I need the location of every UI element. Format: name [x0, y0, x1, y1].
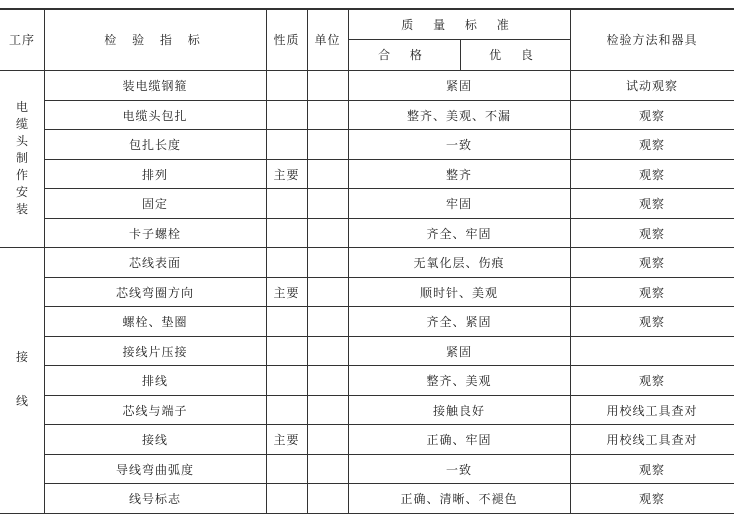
unit-cell — [307, 100, 348, 130]
nature-cell — [266, 188, 307, 218]
nature-cell — [266, 365, 307, 395]
method-cell: 观察 — [638, 285, 665, 300]
header-nature: 性质 — [273, 33, 300, 47]
indicator-cell: 卡子螺栓 — [128, 226, 181, 241]
method-cell: 用校线工具查对 — [606, 403, 698, 418]
nature-cell — [266, 454, 307, 484]
method-cell: 试动观察 — [625, 78, 678, 93]
nature-cell — [266, 247, 307, 277]
nature-cell — [266, 336, 307, 366]
unit-cell — [307, 188, 348, 218]
unit-cell — [307, 336, 348, 366]
standard-cell: 整齐 — [445, 167, 472, 182]
indicator-cell: 线号标志 — [128, 491, 181, 506]
nature-cell: 主要 — [273, 285, 300, 300]
standard-cell: 无氧化层、伤痕 — [413, 255, 505, 270]
standard-cell: 接触良好 — [432, 403, 485, 418]
standard-cell: 齐全、牢固 — [426, 226, 492, 241]
unit-cell — [307, 70, 348, 100]
unit-cell — [307, 454, 348, 484]
nature-cell: 主要 — [273, 432, 300, 447]
unit-cell — [307, 218, 348, 248]
indicator-cell: 芯线弯圈方向 — [115, 285, 194, 300]
method-cell: 观察 — [638, 462, 665, 477]
standard-cell: 齐全、紧固 — [426, 314, 492, 329]
standard-cell: 紧固 — [445, 78, 472, 93]
unit-cell — [307, 483, 348, 513]
indicator-cell: 螺栓、垫圈 — [122, 314, 188, 329]
method-cell: 观察 — [638, 255, 665, 270]
nature-cell: 主要 — [273, 167, 300, 182]
header-indicator: 检 验 指 标 — [104, 33, 206, 47]
standard-cell: 整齐、美观 — [426, 373, 492, 388]
indicator-cell: 固定 — [141, 196, 168, 211]
standard-cell: 正确、牢固 — [426, 432, 492, 447]
nature-cell — [266, 483, 307, 513]
nature-cell — [266, 70, 307, 100]
indicator-cell: 电缆头包扎 — [122, 108, 188, 123]
process-cell: 电缆头制作安装 — [15, 100, 28, 216]
process-cell: 接线 — [15, 350, 28, 408]
standard-cell: 顺时针、美观 — [419, 285, 498, 300]
method-cell: 观察 — [638, 108, 665, 123]
indicator-cell: 排列 — [141, 167, 168, 182]
standard-cell: 牢固 — [445, 196, 472, 211]
unit-cell — [307, 424, 348, 454]
standard-cell: 正确、清晰、不褪色 — [400, 491, 518, 506]
indicator-cell: 包扎长度 — [128, 137, 181, 152]
method-cell: 观察 — [638, 314, 665, 329]
standard-cell: 一致 — [445, 462, 472, 477]
header-excellent: 优 良 — [489, 48, 541, 62]
nature-cell — [266, 395, 307, 425]
unit-cell — [307, 247, 348, 277]
header-process: 工序 — [8, 33, 35, 47]
indicator-cell: 芯线与端子 — [122, 403, 188, 418]
header-unit: 单位 — [314, 33, 341, 47]
unit-cell — [307, 306, 348, 336]
method-cell — [570, 336, 734, 366]
standard-cell: 整齐、美观、不漏 — [406, 108, 511, 123]
indicator-cell: 导线弯曲弧度 — [115, 462, 194, 477]
indicator-cell: 装电缆钢箍 — [122, 78, 188, 93]
header-quality-standard: 质 量 标 准 — [401, 17, 517, 32]
indicator-cell: 芯线表面 — [128, 255, 181, 270]
unit-cell — [307, 395, 348, 425]
indicator-cell: 接线 — [141, 432, 168, 447]
unit-cell — [307, 365, 348, 395]
nature-cell — [266, 100, 307, 130]
unit-cell — [307, 277, 348, 307]
method-cell: 观察 — [638, 491, 665, 506]
header-qualified: 合 格 — [378, 48, 430, 62]
standard-cell: 紧固 — [445, 344, 472, 359]
indicator-cell: 排线 — [141, 373, 168, 388]
nature-cell — [266, 218, 307, 248]
method-cell: 观察 — [638, 373, 665, 388]
method-cell: 观察 — [638, 137, 665, 152]
nature-cell — [266, 306, 307, 336]
method-cell: 观察 — [638, 196, 665, 211]
header-method: 检验方法和器具 — [606, 33, 698, 47]
nature-cell — [266, 129, 307, 159]
standard-cell: 一致 — [445, 137, 472, 152]
indicator-cell: 接线片压接 — [122, 344, 188, 359]
unit-cell — [307, 129, 348, 159]
method-cell: 观察 — [638, 167, 665, 182]
method-cell: 用校线工具查对 — [606, 432, 698, 447]
unit-cell — [307, 159, 348, 189]
method-cell: 观察 — [638, 226, 665, 241]
grid-line — [0, 513, 734, 514]
